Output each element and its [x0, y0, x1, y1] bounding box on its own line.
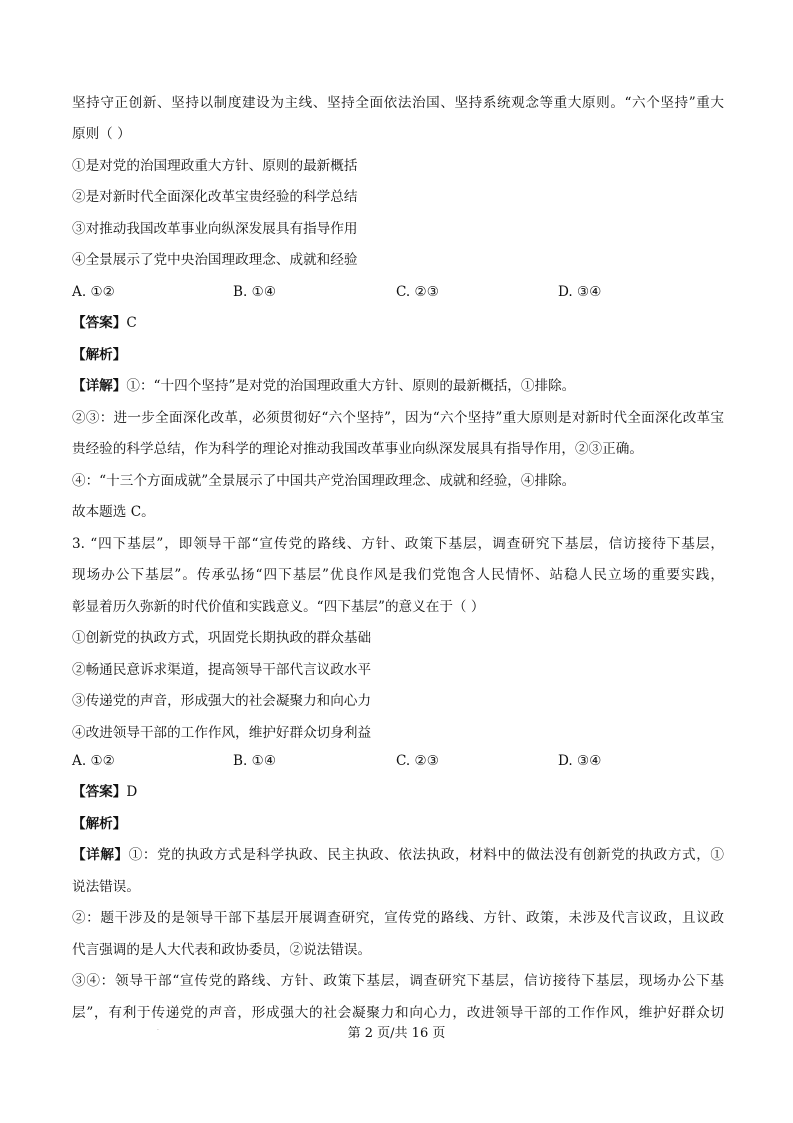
q3-stem-line-1: 3. “四下基层”，即领导干部“宣传党的路线、方针、政策下基层，调查研究下基层，信访接待下基层，: [72, 536, 724, 552]
q3-detail-line-6: 层”，有利于传递党的声音，形成强大的社会凝聚力和向心力，改进领导干部的工作作风，维护好群众切: [72, 1005, 724, 1021]
q3-statement-3: ③传递党的声音，形成强大的社会凝聚力和向心力: [72, 693, 372, 709]
q2-choice-c: C. ②③: [396, 284, 439, 300]
q2-stem-line-2: 原则（ ）: [72, 126, 131, 142]
answer-value: D: [126, 784, 138, 800]
q3-choice-b: B. ①④: [233, 753, 277, 769]
q2-statement-3: ③对推动我国改革事业向纵深发展具有指导作用: [72, 221, 358, 237]
q2-choice-a: A. ①②: [72, 284, 115, 300]
q3-detail-line-2: 说法错误。: [72, 879, 140, 895]
q3-stem-line-3: 彰显着历久弥新的时代价值和实践意义。“四下基层”的意义在于（ ）: [72, 599, 485, 615]
q3-choice-a: A. ①②: [72, 753, 115, 769]
detail-text: ①：党的执政方式是科学执政、民主执政、依法执政，材料中的做法没有创新党的执政方式，①: [128, 847, 724, 863]
q2-statement-2: ②是对新时代全面深化改革宝贵经验的科学总结: [72, 189, 358, 205]
q3-detail-line-5: ③④：领导干部“宣传党的路线、方针、政策下基层，调查研究下基层，信访接待下基层，现场办公下基: [72, 973, 724, 989]
q2-detail-line-4: ④：“十三个方面成就”全景展示了中国共产党治国理政理念、成就和经验，④排除。: [72, 473, 576, 489]
detail-tag: 【详解】: [72, 378, 127, 394]
scan-speck: ·: [157, 1027, 159, 1034]
answer-value: C: [126, 315, 137, 331]
q2-detail-line-1: [72, 376, 724, 396]
q3-detail-line-4: 代言强调的是人大代表和政协委员，②说法错误。: [72, 942, 372, 958]
q3-stem-line-2: 现场办公下基层”。传承弘扬“四下基层”优良作风是我们党饱含人民情怀、站稳人民立场的重要实践，: [72, 567, 724, 583]
q2-answer: [72, 313, 724, 333]
q3-statement-4: ④改进领导干部的工作作风，维护好群众切身利益: [72, 725, 372, 741]
q2-conclusion: 故本题选 C。: [72, 504, 155, 520]
q3-statement-2: ②畅通民意诉求渠道，提高领导干部代言议政水平: [72, 662, 372, 678]
analysis-tag: 【解析】: [72, 816, 127, 832]
q3-choice-d: D. ③④: [558, 753, 602, 769]
q3-detail-line-1: [72, 845, 724, 865]
q3-statement-1: ①创新党的执政方式，巩固党长期执政的群众基础: [72, 630, 372, 646]
q2-statement-1: ①是对党的治国理政重大方针、原则的最新概括: [72, 158, 358, 174]
q2-choice-b: B. ①④: [233, 284, 277, 300]
q2-analysis: [72, 345, 724, 365]
q2-detail-line-3: 贵经验的科学总结，作为科学的理论对推动我国改革事业向纵深发展具有指导作用，②③正确。: [72, 441, 643, 457]
analysis-tag: 【解析】: [72, 347, 127, 363]
answer-tag: 【答案】: [72, 315, 127, 331]
page-number: 第 2 页/共 16 页: [347, 1026, 446, 1041]
q2-detail-line-2: ②③：进一步全面深化改革，必须贯彻好“六个坚持”，因为“六个坚持”重大原则是对新时代全面深化改革宝: [72, 410, 724, 426]
q3-answer: [72, 782, 724, 802]
q3-choice-c: C. ②③: [396, 753, 439, 769]
detail-text: ①：“十四个坚持”是对党的治国理政重大方针、原则的最新概括，①排除。: [126, 378, 576, 394]
q3-detail-line-3: ②：题干涉及的是领导干部下基层开展调查研究，宣传党的路线、方针、政策，未涉及代言议政，且议政: [72, 910, 724, 926]
answer-tag: 【答案】: [72, 784, 127, 800]
q2-stem-line-1: 坚持守正创新、坚持以制度建设为主线、坚持全面依法治国、坚持系统观念等重大原则。“六个坚持”重大: [72, 95, 724, 111]
q3-analysis: [72, 814, 724, 834]
detail-tag: 【详解】: [72, 847, 129, 863]
q2-statement-4: ④全景展示了党中央治国理政理念、成就和经验: [72, 252, 358, 268]
q2-choice-d: D. ③④: [558, 284, 602, 300]
